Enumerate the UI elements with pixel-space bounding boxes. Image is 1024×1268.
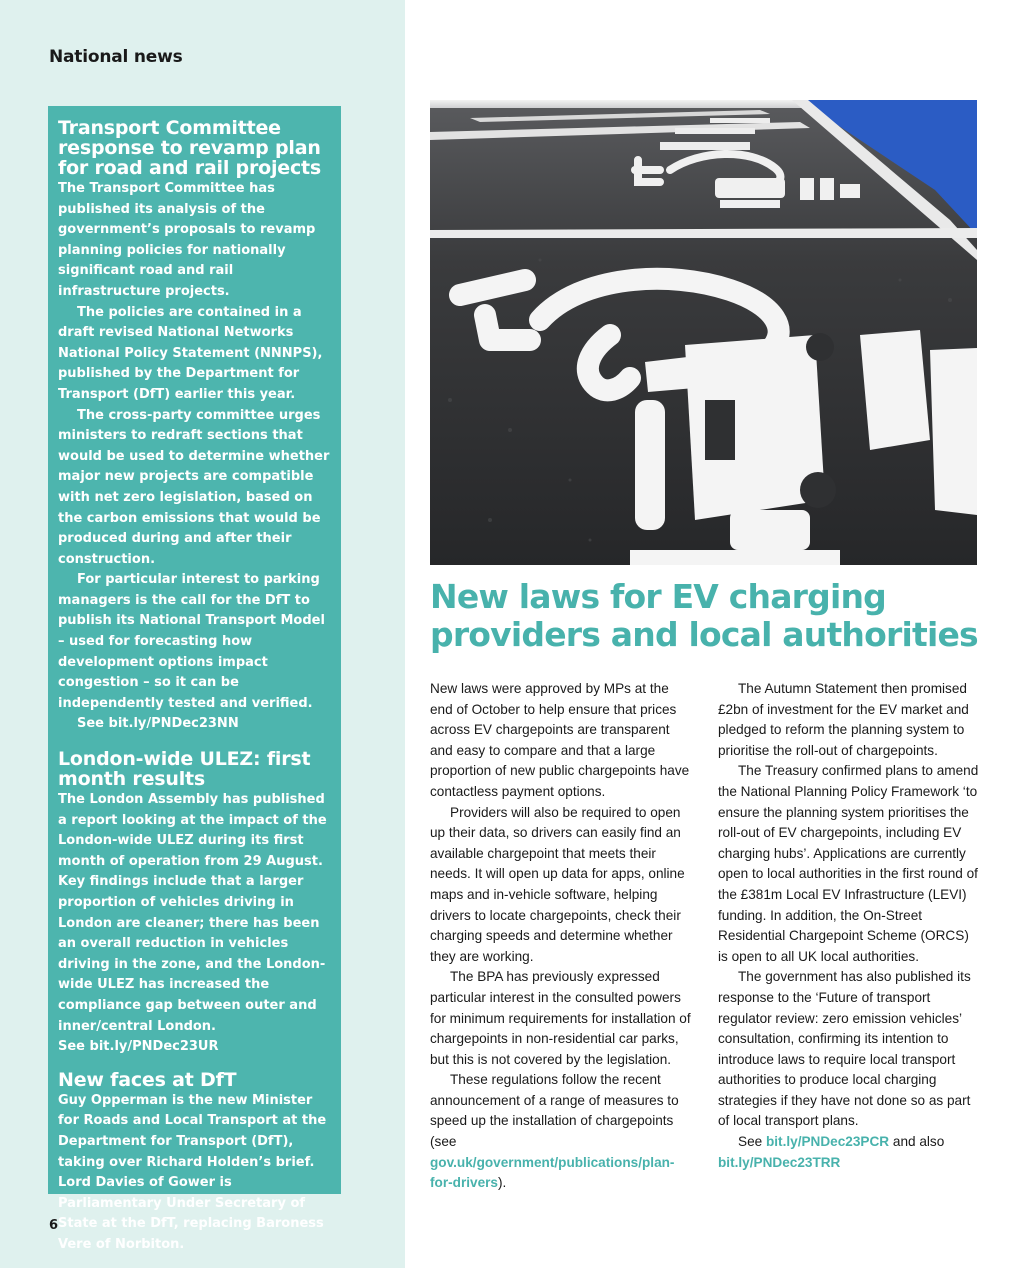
pcr-link[interactable]: bit.ly/PNDec23PCR xyxy=(765,1134,890,1150)
page-number: 6 xyxy=(49,1218,59,1233)
article-paragraph xyxy=(718,1132,980,1173)
article-column-2 xyxy=(718,679,980,1173)
article-paragraph: The government has also published its response to the ‘Future of transport regulator review: zero emission vehicles’ consultation, confirming its intention to introduce laws to require local transport authorities to produce local charging strategies if they have not done so as part of local transport plans. xyxy=(718,969,971,1129)
plan-for-drivers-link[interactable]: gov.uk/government/publications/plan-for-drivers xyxy=(430,1154,675,1191)
paragraph-text: These regulations follow the recent announcement of a range of measures to speed up the installation of chargepoints (see xyxy=(430,1072,679,1150)
story-paragraph: Guy Opperman is the new Minister for Roads and Local Transport at the Department for Transport (DfT), taking over Richard Holden’s brief. Lord Davies of Gower is Parliamentary Under Secretary of State at the DfT, replacing Baroness Vere of Norbiton. xyxy=(58,1092,327,1252)
paragraph-text: and also xyxy=(889,1134,945,1150)
story-title: Transport Committee response to revamp plan for road and rail projects xyxy=(58,117,322,179)
story-paragraph: The London Assembly has published a report looking at the impact of the London-wide ULEZ during its first month of operation from 29 August. Key findings include that a larger proportion of vehicles driving in London are cleaner; there has been an overall reduction in vehicles driving in the zone, and the London-wide ULEZ has increased the compliance gap between outer and inner/central London. xyxy=(58,792,327,1034)
story-paragraph: The cross-party committee urges ministers to redraft sections that would be used to determine whether major new projects are compatible with net zero legislation, based on the carbon emissions that would be produced during and after their construction. xyxy=(58,407,330,567)
spacer xyxy=(58,735,331,749)
ev-parking-icon xyxy=(430,100,977,565)
spacer xyxy=(58,1058,331,1070)
see-prefix: See xyxy=(58,1039,85,1055)
story-paragraph: For particular interest to parking managers is the call for the DfT to publish its National Transport Model – used for forecasting how development options impact congestion – so it can be independently tested and verified. xyxy=(58,572,325,711)
news-sidebar-box xyxy=(48,106,341,1252)
paragraph-text: See xyxy=(738,1134,766,1150)
section-label: National news xyxy=(49,47,183,67)
story-link[interactable]: bit.ly/PNDec23UR xyxy=(89,1039,219,1055)
article-column-1 xyxy=(430,679,692,1194)
story-see-line xyxy=(58,1037,331,1058)
story-paragraph: The Transport Committee has published its analysis of the government’s proposals to revamp planning policies for nationally significant road and rail infrastructure projects. xyxy=(58,181,316,299)
article-paragraph: Providers will also be required to open up their data, so drivers can easily find an available chargepoint that meets their needs. It will open up data for apps, online maps and in-vehicle software, helping drivers to locate chargepoints, check their charging speeds and determine whether they are working. xyxy=(430,804,685,964)
article-paragraph xyxy=(430,1070,692,1194)
article-paragraph: The BPA has previously expressed particular interest in the consulted powers for minimum requirements for installation of chargepoints in non-residential car parks, but this is not covered by the legislation. xyxy=(430,969,691,1067)
article-headline: New laws for EV charging providers and local authorities xyxy=(430,577,978,654)
story-link[interactable]: bit.ly/PNDec23NN xyxy=(108,716,239,732)
trr-link[interactable]: bit.ly/PNDec23TRR xyxy=(718,1154,841,1170)
paragraph-text: ). xyxy=(498,1175,507,1191)
article-paragraph: The Autumn Statement then promised £2bn of investment for the EV market and pledged to reform the planning system to prioritise the roll-out of chargepoints. xyxy=(718,681,969,758)
story-see-line xyxy=(58,714,331,735)
see-prefix: See xyxy=(77,716,104,732)
story-title: London-wide ULEZ: first month results xyxy=(58,748,311,791)
article-paragraph: New laws were approved by MPs at the end of October to help ensure that prices across EV chargepoints are transparent and easy to compare and that a large proportion of new public chargepoints have contactless payment options. xyxy=(430,681,690,799)
story-title: New faces at DfT xyxy=(58,1068,237,1091)
article-paragraph: The Treasury confirmed plans to amend the National Planning Policy Framework ‘to ensure the planning system prioritises the roll-out of EV chargepoints, including EV charging hubs’. Applications are currently open to local authorities in the first round of the £381m Local EV Infrastructure (LEVI) funding. In addition, the On-Street Residential Chargepoint Scheme (ORCS) is open to all UK local authorities. xyxy=(718,763,979,964)
story-paragraph: The policies are contained in a draft revised National Networks National Policy Statement (NNNPS), published by the Department for Transport (DfT) earlier this year. xyxy=(58,304,323,402)
ev-charging-bay-photo xyxy=(430,100,977,565)
